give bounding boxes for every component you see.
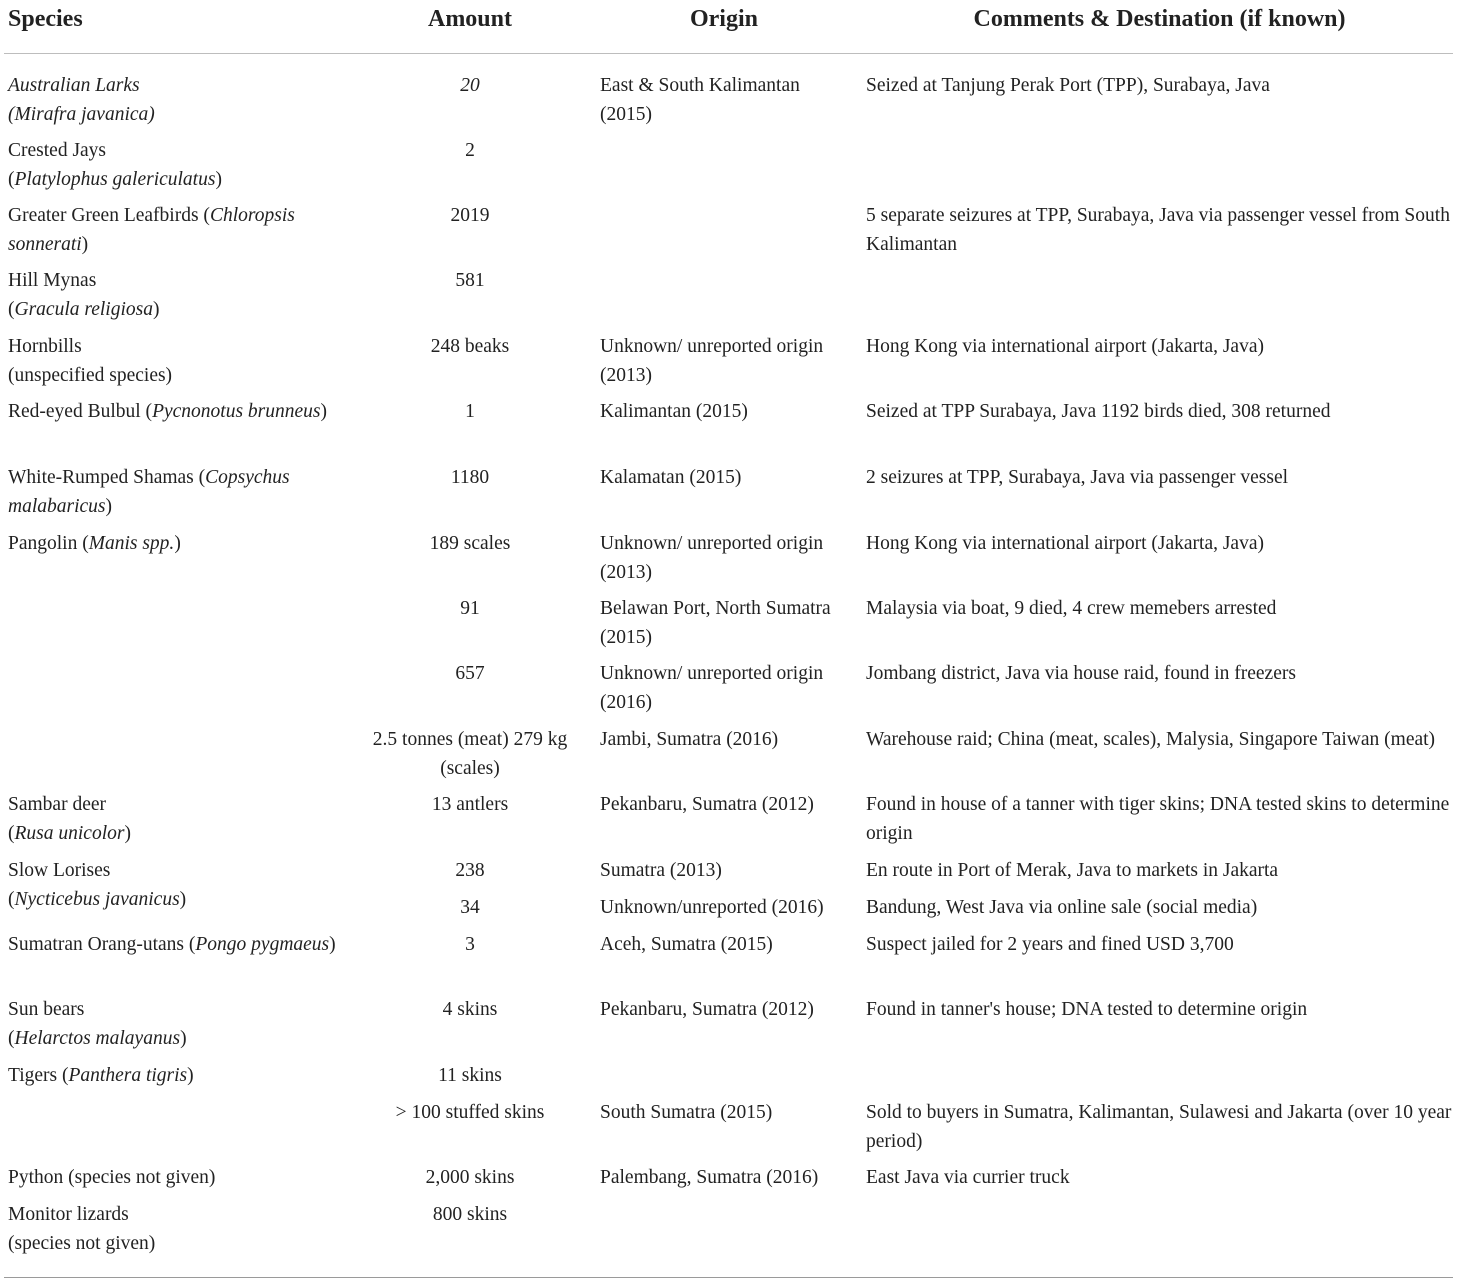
text-span: ) bbox=[187, 1065, 194, 1086]
cell-amount: 11 skins bbox=[438, 1065, 502, 1086]
cell-origin: Pekanbaru, Sumatra (2012) bbox=[600, 999, 814, 1020]
cell-origin: Palembang, Sumatra (2016) bbox=[600, 1167, 819, 1188]
header-comments: Comments & Destination (if known) bbox=[973, 6, 1346, 32]
italic-text: Helarctos malayanus bbox=[14, 1027, 181, 1049]
cell-species bbox=[8, 137, 353, 194]
text-span: Hill Mynas bbox=[8, 270, 97, 291]
cell-species bbox=[8, 72, 353, 129]
cell-species bbox=[8, 1062, 353, 1091]
header-origin: Origin bbox=[689, 6, 758, 32]
text-span: Pangolin ( bbox=[8, 533, 89, 554]
italic-text: Pongo pygmaeus bbox=[195, 934, 330, 955]
italic-text: Gracula religiosa bbox=[14, 298, 153, 320]
table-bottom-rule bbox=[4, 1277, 1453, 1278]
text-span: ( bbox=[8, 168, 15, 190]
text-span: Tigers ( bbox=[8, 1065, 69, 1086]
cell-amount: 248 beaks bbox=[430, 336, 510, 357]
cell-origin: East & South Kalimantan (2015) bbox=[600, 75, 800, 125]
text-span: ) bbox=[174, 533, 181, 554]
text-span: ) bbox=[105, 495, 112, 517]
text-span: Monitor lizards bbox=[8, 1204, 129, 1225]
cell-amount: 2 bbox=[465, 140, 475, 161]
italic-text: Nycticebus javanicus bbox=[14, 888, 180, 910]
cell-amount: 800 skins bbox=[432, 1204, 508, 1225]
cell-origin: Belawan Port, North Sumatra (2015) bbox=[600, 598, 831, 648]
cell-comments: East Java via currier truck bbox=[866, 1167, 1070, 1188]
text-span: Python (species not given) bbox=[8, 1167, 216, 1188]
cell-species bbox=[8, 202, 353, 259]
cell-comments: Suspect jailed for 2 years and fined USD 3,700 bbox=[866, 934, 1234, 955]
text-span: (unspecified species) bbox=[8, 364, 173, 386]
text-span: Hornbills bbox=[8, 336, 82, 357]
text-span: (species not given) bbox=[8, 1232, 156, 1254]
text-span: ( bbox=[8, 298, 15, 320]
text-span: Greater Green Leafbirds ( bbox=[8, 205, 210, 226]
cell-amount: 657 bbox=[455, 663, 485, 684]
header-species: Species bbox=[8, 6, 83, 32]
text-span: White-Rumped Shamas ( bbox=[8, 467, 206, 488]
cell-amount: 3 bbox=[465, 934, 475, 955]
cell-comments: 2 seizures at TPP, Surabaya, Java via passenger vessel bbox=[866, 467, 1289, 488]
cell-amount: 1 bbox=[465, 401, 475, 422]
text-span: Sambar deer bbox=[8, 794, 106, 815]
cell-amount: 13 antlers bbox=[431, 794, 509, 815]
italic-text: Australian Larks bbox=[8, 75, 140, 96]
cell-species bbox=[8, 791, 353, 848]
cell-amount: 581 bbox=[455, 270, 485, 291]
text-span: ( bbox=[8, 1027, 15, 1049]
cell-comments: Hong Kong via international airport (Jakarta, Java) bbox=[866, 533, 1264, 554]
cell-amount bbox=[360, 72, 580, 101]
text-span: Crested Jays bbox=[8, 140, 107, 161]
text-span: ) bbox=[124, 822, 131, 844]
cell-amount: 2.5 tonnes (meat) 279 kg (scales) bbox=[372, 729, 568, 779]
cell-amount: 189 scales bbox=[429, 533, 511, 554]
cell-origin: Unknown/unreported (2016) bbox=[600, 897, 824, 918]
cell-species bbox=[8, 931, 353, 960]
cell-origin: Pekanbaru, Sumatra (2012) bbox=[600, 794, 814, 815]
cell-species bbox=[8, 857, 353, 914]
text-span: Slow Lorises bbox=[8, 860, 111, 881]
cell-species bbox=[8, 530, 353, 559]
text-span: ) bbox=[81, 233, 89, 255]
cell-comments: Warehouse raid; China (meat, scales), Malysia, Singapore Taiwan (meat) bbox=[866, 729, 1436, 750]
cell-species bbox=[8, 1164, 353, 1193]
cell-amount: > 100 stuffed skins bbox=[395, 1102, 545, 1123]
cell-comments: Found in tanner's house; DNA tested to determine origin bbox=[866, 999, 1308, 1020]
italic-text: Chloropsis sonnerati bbox=[8, 205, 295, 255]
cell-amount: 4 skins bbox=[442, 999, 498, 1020]
text-span: ) bbox=[152, 298, 160, 320]
italic-text: Rusa unicolor bbox=[14, 822, 125, 844]
text-span: ) bbox=[215, 168, 222, 190]
cell-species bbox=[8, 1201, 353, 1258]
text-span: ) bbox=[179, 888, 187, 910]
cell-amount: 238 bbox=[455, 860, 485, 881]
italic-text: Platylophus galericulatus bbox=[14, 168, 216, 190]
cell-amount: 2,000 skins bbox=[425, 1167, 515, 1188]
cell-comments: Sold to buyers in Sumatra, Kalimantan, Sulawesi and Jakarta (over 10 year period) bbox=[866, 1102, 1452, 1152]
cell-origin: South Sumatra (2015) bbox=[600, 1102, 773, 1123]
text-span: ) bbox=[329, 934, 336, 955]
cell-amount: 2019 bbox=[450, 205, 490, 226]
cell-origin: Sumatra (2013) bbox=[600, 860, 722, 881]
cell-species bbox=[8, 333, 353, 390]
cell-amount: 1180 bbox=[450, 467, 490, 488]
text-span: ) bbox=[180, 1027, 187, 1049]
cell-origin: Kalamatan (2015) bbox=[600, 467, 742, 488]
cell-species bbox=[8, 996, 353, 1053]
cell-comments: 5 separate seizures at TPP, Surabaya, Java via passenger vessel from South Kalimantan bbox=[866, 205, 1450, 255]
cell-comments: Hong Kong via international airport (Jakarta, Java) bbox=[866, 336, 1264, 357]
italic-text: Pycnonotus brunneus bbox=[152, 401, 321, 422]
cell-origin: Unknown/ unreported origin (2013) bbox=[600, 336, 824, 386]
cell-comments: Found in house of a tanner with tiger skins; DNA tested skins to determine origin bbox=[866, 794, 1450, 844]
italic-text: Copsychus malabaricus bbox=[8, 467, 290, 517]
cell-species bbox=[8, 267, 353, 324]
cell-origin: Unknown/ unreported origin (2016) bbox=[600, 663, 824, 713]
cell-origin: Kalimantan (2015) bbox=[600, 401, 748, 422]
italic-text: (Mirafra javanica) bbox=[8, 103, 155, 125]
cell-comments: En route in Port of Merak, Java to markets in Jakarta bbox=[866, 860, 1279, 881]
cell-amount: 34 bbox=[460, 897, 480, 918]
cell-origin: Aceh, Sumatra (2015) bbox=[600, 934, 773, 955]
italic-text: 20 bbox=[460, 75, 480, 96]
cell-amount: 91 bbox=[460, 598, 480, 619]
text-span: ) bbox=[320, 401, 327, 422]
text-span: ( bbox=[8, 888, 15, 910]
text-span: ( bbox=[8, 822, 15, 844]
header-amount: Amount bbox=[427, 6, 512, 32]
text-span: Red-eyed Bulbul ( bbox=[8, 401, 153, 422]
cell-comments: Bandung, West Java via online sale (social media) bbox=[866, 897, 1258, 918]
text-span: Sumatran Orang-utans ( bbox=[8, 934, 196, 955]
cell-comments: Seized at Tanjung Perak Port (TPP), Surabaya, Java bbox=[866, 75, 1270, 96]
cell-comments: Seized at TPP Surabaya, Java 1192 birds died, 308 returned bbox=[866, 401, 1331, 422]
italic-text: Manis spp. bbox=[88, 533, 175, 554]
cell-origin: Unknown/ unreported origin (2013) bbox=[600, 533, 824, 583]
cell-species bbox=[8, 398, 353, 427]
cell-origin: Jambi, Sumatra (2016) bbox=[600, 729, 779, 750]
header-divider bbox=[4, 53, 1453, 54]
cell-species bbox=[8, 464, 353, 521]
italic-text: Panthera tigris bbox=[68, 1065, 188, 1086]
cell-comments: Jombang district, Java via house raid, found in freezers bbox=[866, 663, 1296, 684]
text-span: Sun bears bbox=[8, 999, 85, 1020]
cell-comments: Malaysia via boat, 9 died, 4 crew memebers arrested bbox=[866, 598, 1277, 619]
